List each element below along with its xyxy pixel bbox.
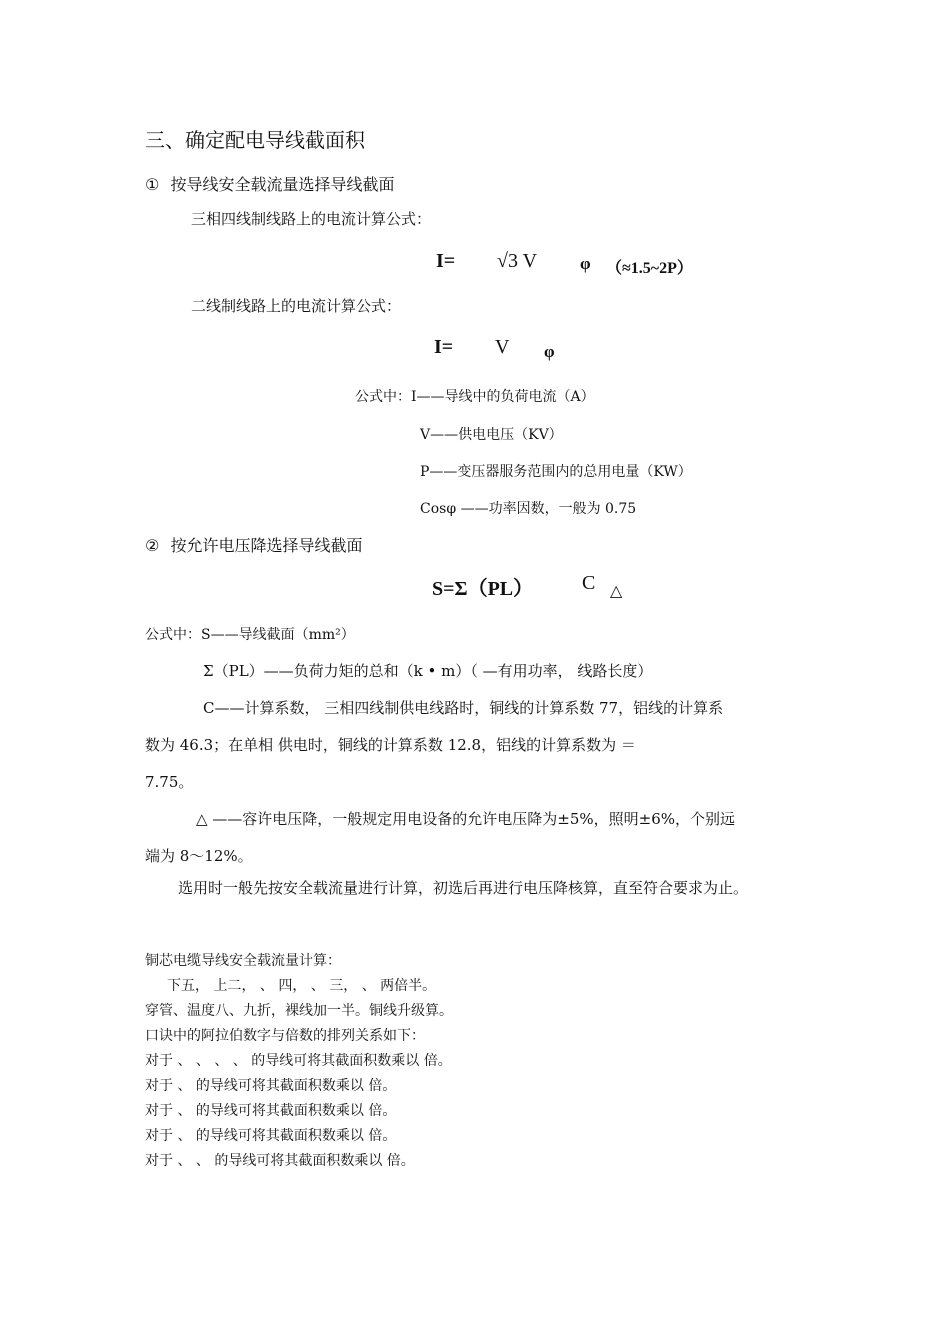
legend-2-c-line-1: C——计算系数， 三相四线制供电线路时，铜线的计算系数 77，铝线的计算系 — [203, 699, 724, 717]
section-title: 三、确定配电导线截面积 — [145, 128, 365, 152]
formula-1-phi: φ — [580, 254, 591, 273]
legend-2-s: 公式中：S——导线截面（mm²） — [145, 627, 355, 643]
formula-3-c: C — [582, 572, 596, 594]
copper-line-6: 对于 、 的导线可将其截面积数乘以 倍。 — [145, 1103, 397, 1119]
formula-2-v: V — [495, 336, 510, 358]
formula-3-lhs: S=Σ（PL） — [432, 578, 534, 600]
formula-1-note: （≈1.5~2P） — [606, 260, 693, 277]
legend-1-p: P——变压器服务范围内的总用电量（KW） — [420, 464, 692, 480]
legend-2-delta-line-1: △ ——容许电压降，一般规定用电设备的允许电压降为±5%，照明±6%，个别远 — [196, 810, 736, 828]
three-phase-label: 三相四线制线路上的电流计算公式： — [191, 210, 432, 228]
legend-1-v: V——供电电压（KV） — [420, 427, 563, 443]
two-wire-label: 二线制线路上的电流计算公式： — [191, 297, 402, 315]
copper-title: 铜芯电缆导线安全载流量计算： — [145, 953, 341, 969]
legend-2-c-line-3: 7.75。 — [145, 773, 194, 791]
copper-line-8: 对于 、 、 的导线可将其截面积数乘以 倍。 — [145, 1153, 415, 1169]
subheading-2-text: 按允许电压降选择导线截面 — [170, 536, 363, 555]
subheading-1-text: 按导线安全载流量选择导线截面 — [170, 175, 395, 194]
subheading-2 — [145, 533, 362, 556]
copper-line-5: 对于 、 的导线可将其截面积数乘以 倍。 — [145, 1078, 397, 1094]
legend-2-c-line-2: 数为 46.3；在单相 供电时，铜线的计算系数 12.8，铝线的计算系数为 ＝ — [145, 736, 636, 754]
copper-line-7: 对于 、 的导线可将其截面积数乘以 倍。 — [145, 1128, 397, 1144]
copper-line-4: 对于 、 、 、 、 的导线可将其截面积数乘以 倍。 — [145, 1053, 452, 1069]
legend-2-sigma: Σ（PL）——负荷力矩的总和（k • m）（ —有用功率， 线路长度） — [203, 662, 653, 680]
choose-method-note: 选用时一般先按安全载流量进行计算，初选后再进行电压降核算，直至符合要求为止。 — [178, 879, 749, 897]
copper-line-3: 口诀中的阿拉伯数字与倍数的排列关系如下： — [145, 1028, 425, 1044]
subheading-1-number: ① — [145, 175, 160, 194]
formula-2-phi: φ — [544, 342, 555, 361]
legend-2-delta-line-2: 端为 8～12%。 — [145, 847, 253, 865]
copper-line-2: 穿管、温度八、九折，裸线加一半。铜线升级算。 — [145, 1003, 453, 1019]
copper-line-1: 下五， 上二， 、 四， 、 三， 、 两倍半。 — [167, 978, 437, 994]
subheading-1 — [145, 172, 394, 195]
formula-2-lhs: I= — [434, 336, 454, 358]
formula-1-sqrt3v: √3 V — [497, 250, 538, 272]
formula-1-lhs: I= — [436, 250, 456, 272]
subheading-2-number: ② — [145, 536, 160, 555]
legend-1-cos: Cosφ ——功率因数，一般为 0.75 — [420, 501, 637, 517]
legend-1-i: 公式中：I——导线中的负荷电流（A） — [355, 389, 595, 405]
formula-3-delta: △ — [610, 583, 623, 600]
